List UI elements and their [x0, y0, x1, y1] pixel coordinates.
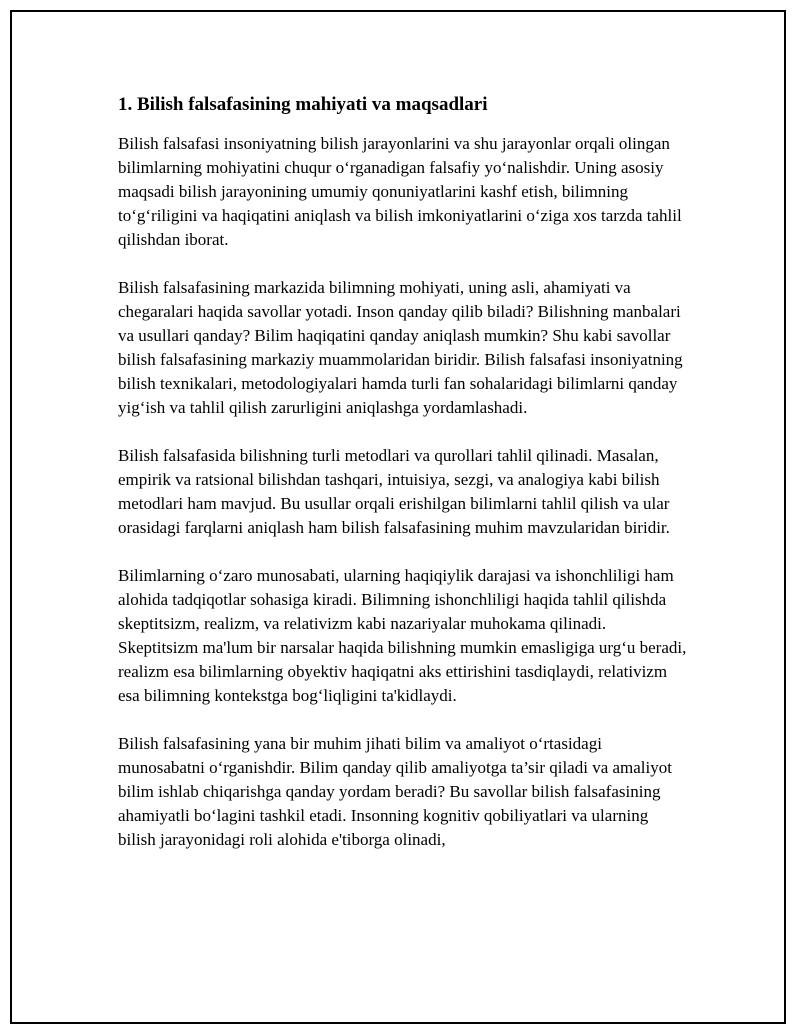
- paragraph-3: Bilish falsafasida bilishning turli metodlari va qurollari tahlil qilinadi. Masalan, empirik va ratsional bilishdan tashqari, intuisiya, sezgi, va analogiya kabi bilish metodlari ham mavjud. Bu usullar orqali erishilgan bilimlarni tahlil qilish va ular orasidagi farqlarni aniqlash ham bilish falsafasining muhim mavzularidan biridir.: [118, 446, 670, 537]
- paragraph-2: Bilish falsafasining markazida bilimning mohiyati, uning asli, ahamiyati va chegaralari haqida savollar yotadi. Inson qanday qilib biladi? Bilishning manbalari va usullari qanday? Bilim haqiqatini qanday aniqlash mumkin? Shu kabi savollar bilish falsafasining markaziy muammolaridan biridir. Bilish falsafasi insoniyatning bilish texnikalari, metodologiyalari hamda turli fan sohalaridagi bilimlarni qanday yigʻish va tahlil qilish zarurligini aniqlashga yordamlashadi.: [118, 278, 683, 417]
- section-heading: 1. Bilish falsafasining mahiyati va maqsadlari: [118, 94, 488, 115]
- document-body: [118, 92, 690, 876]
- paragraph-5: Bilish falsafasining yana bir muhim jihati bilim va amaliyot oʻrtasidagi munosabatni oʻrganishdir. Bilim qanday qilib amaliyotga ta’sir qiladi va amaliyot bilim ishlab chiqarishga qanday yordam beradi? Bu savollar bilish falsafasining ahamiyatli boʻlagini tashkil etadi. Insonning kognitiv qobiliyatlari va ularning bilish jarayonidagi roli alohida e'tiborga olinadi,: [118, 734, 672, 849]
- paragraph-4: Bilimlarning oʻzaro munosabati, ularning haqiqiylik darajasi va ishonchliligi ham alohida tadqiqotlar sohasiga kiradi. Bilimning ishonchliligi haqida tahlil qilishda skeptitsizm, realizm, va relativizm kabi nazariyalar muhokama qilinadi. Skeptitsizm ma'lum bir narsalar haqida bilishning mumkin emasligiga urgʻu beradi, realizm esa bilimlarning obyektiv haqiqatni aks ettirishini tasdiqlaydi, relativizm esa bilimning kontekstga bogʻliqligini ta'kidlaydi.: [118, 566, 687, 705]
- paragraph-1: Bilish falsafasi insoniyatning bilish jarayonlarini va shu jarayonlar orqali olingan bilimlarning mohiyatini chuqur oʻrganadigan falsafiy yoʻnalishdir. Uning asosiy maqsadi bilish jarayonining umumiy qonuniyatlarini kashf etish, bilimning toʻgʻriligini va haqiqatini aniqlash va bilish imkoniyatlarini oʻziga xos tarzda tahlil qilishdan iborat.: [118, 134, 682, 249]
